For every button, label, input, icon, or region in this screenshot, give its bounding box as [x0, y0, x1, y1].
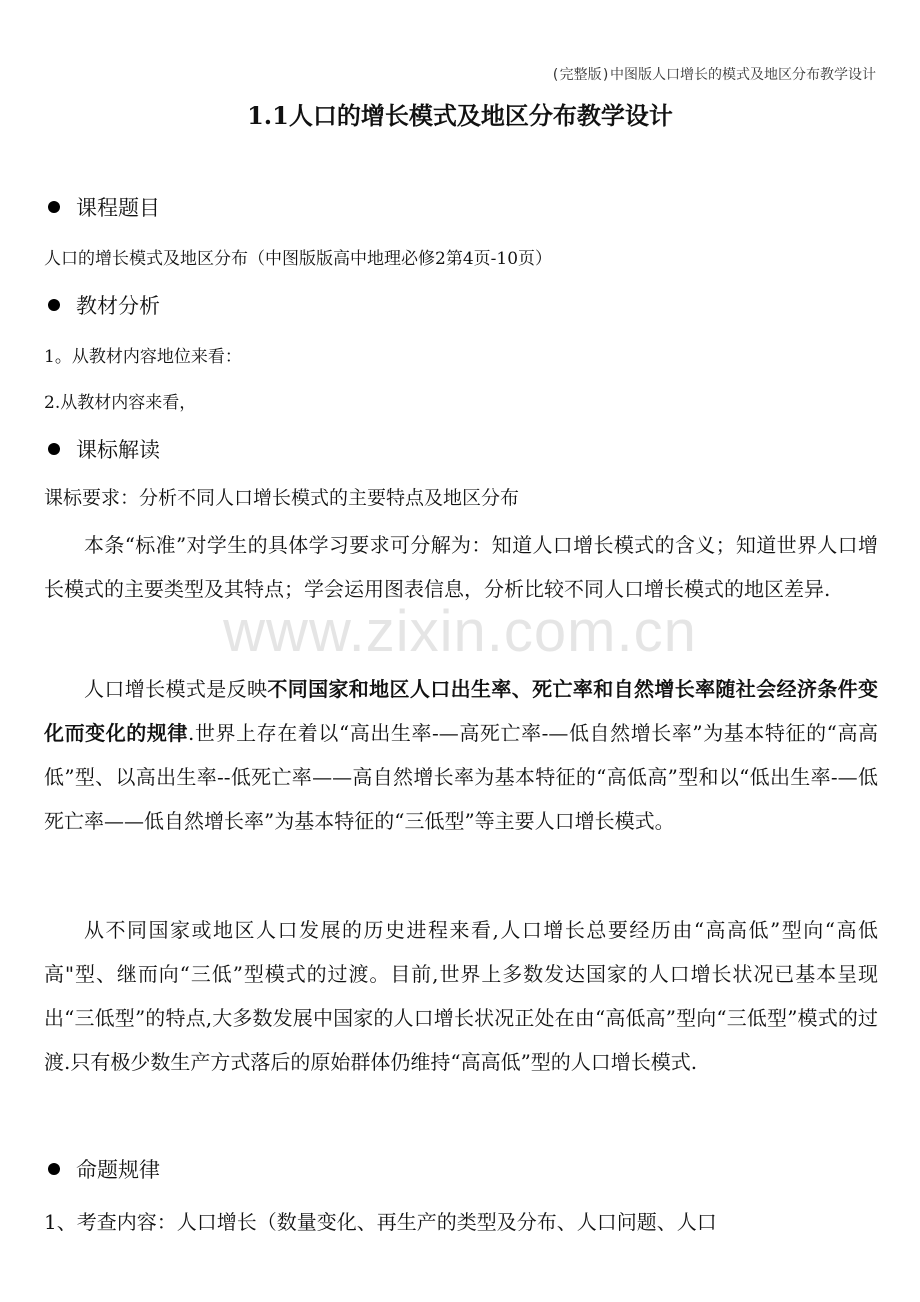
section-heading-label: 命题规律 — [76, 1158, 160, 1182]
section-heading-textbook-analysis — [44, 290, 878, 320]
standard-paragraph-1: 本条“标准”对学生的具体学习要求可分解为：知道人口增长模式的含义；知道世界人口增长模式的主要类型及其特点；学会运用图表信息，分析比较不同人口增长模式的地区差异. — [44, 533, 878, 601]
rules-item-1: 1、考查内容：人口增长（数量变化、再生产的类型及分布、人口问题、人口 — [44, 1210, 717, 1234]
section-heading-label: 课程题目 — [76, 196, 160, 220]
course-topic-text: 人口的增长模式及地区分布（中图版版高中地理必修2第4页-10页） — [44, 249, 553, 269]
standard-requirement: 课标要求：分析不同人口增长模式的主要特点及地区分布 — [44, 487, 520, 509]
bullet-icon — [48, 443, 60, 455]
bullet-icon — [48, 201, 60, 213]
section-heading-label: 课标解读 — [76, 438, 160, 462]
analysis-item-2: 2.从教材内容来看， — [44, 393, 197, 413]
bullet-icon — [48, 299, 60, 311]
paragraph-emphasis: 不同国家和地区人口出生率、死亡率和自然增长率随社会经济条件变化而变化的规律 — [44, 677, 879, 745]
section-heading-label: 教材分析 — [76, 294, 160, 318]
paragraph-rest: .世界上存在着以“高出生率-—高死亡率-—低自然增长率”为基本特征的“高高低”型、以高出生率--低死亡率——高自然增长率为基本特征的“高低高”型和以“低出生率-—低死亡率——低自然增长率”为基本特征的“三低型”等主要人口增长模式。 — [44, 721, 879, 833]
standard-paragraph-3: 从不同国家或地区人口发展的历史进程来看,人口增长总要经历由“高高低”型向“高低高"型、继而向“三低”型模式的过渡。目前,世界上多数发达国家的人口增长状况已基本呈现出“三低型”的特点,大多数发展中国家的人口增长状况正处在由“高低高”型向“三低型”模式的过渡.只有极少数生产方式落后的原始群体仍维持“高高低”型的人口增长模式. — [44, 918, 878, 1074]
paragraph-lead: 人口增长模式是反映 — [84, 677, 268, 701]
analysis-item-1: 1。从教材内容地位来看： — [44, 347, 242, 367]
section-heading-exam-rules — [44, 1154, 878, 1184]
section-heading-standard — [44, 434, 878, 464]
standard-paragraph-2 — [44, 667, 878, 843]
page-title: 1.1人口的增长模式及地区分布教学设计 — [247, 101, 673, 130]
running-header: (完整版)中图版人口增长的模式及地区分布教学设计 — [551, 67, 876, 83]
watermark: www.zixin.com.cn — [223, 599, 697, 664]
section-heading-course-topic — [44, 192, 878, 222]
bullet-icon — [48, 1163, 60, 1175]
